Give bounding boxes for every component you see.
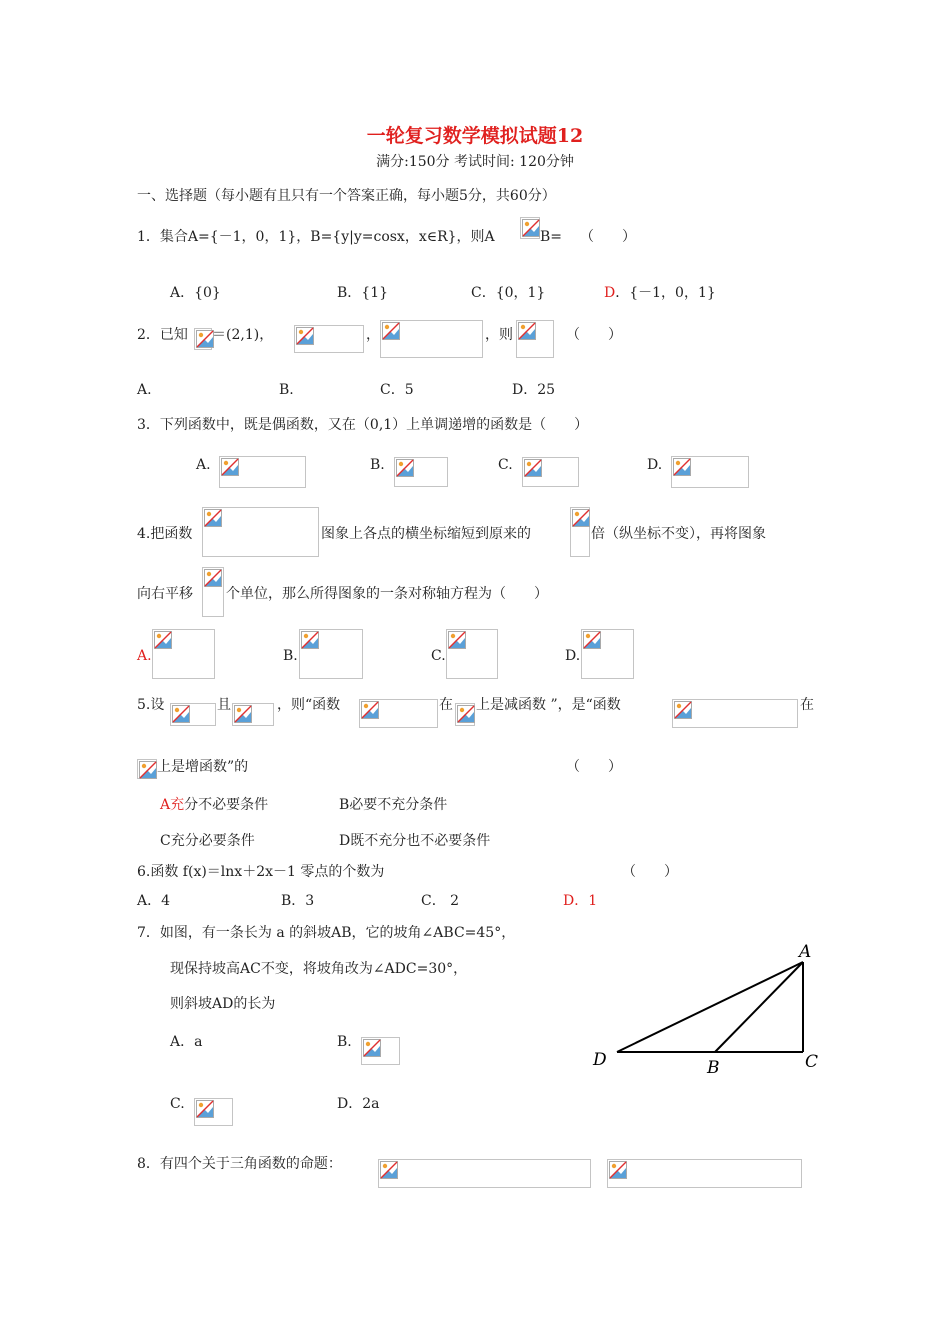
q4-option-a: A. xyxy=(137,648,152,664)
point-a-label: A xyxy=(799,942,812,962)
q4-line2-b: 个单位，那么所得图象的一条对称轴方程为（ ） xyxy=(226,586,548,602)
q7-option-b: B. xyxy=(337,1034,352,1050)
q2-comma: ， xyxy=(366,327,380,343)
q5-text-6: 在 xyxy=(800,697,814,713)
exam-info: 满分:150分 考试时间: 120分钟 xyxy=(376,154,574,170)
broken-image-icon xyxy=(583,631,601,649)
q4-stem: 4.把函数 xyxy=(137,526,193,542)
q4-option-d-image xyxy=(581,629,634,679)
q2-paren: （ ） xyxy=(566,327,622,343)
q2-vector-a-image xyxy=(194,328,212,350)
q2-stem-b: ＝(2,1)， xyxy=(212,327,274,343)
q5-line2: 上是增函数”的 xyxy=(157,759,249,775)
broken-image-icon xyxy=(296,327,314,345)
broken-image-icon xyxy=(396,459,414,477)
q8-stem: 8．有四个关于三角函数的命题： xyxy=(137,1156,342,1172)
broken-image-icon xyxy=(363,1039,381,1057)
q4-option-b-image xyxy=(299,629,363,679)
point-b-label: B xyxy=(707,1058,720,1078)
q1-option-b: B．{1} xyxy=(337,285,389,301)
q7-option-c-image xyxy=(194,1098,233,1126)
broken-image-icon xyxy=(361,701,379,719)
q5-text-4: 在 xyxy=(439,697,453,713)
q3-option-c-image xyxy=(522,457,579,487)
broken-image-icon xyxy=(674,701,692,719)
q7-line2: 现保持坡高AC不变，将坡角改为∠ADC=30°， xyxy=(170,961,468,977)
broken-image-icon xyxy=(172,705,190,723)
q7-line3: 则斜坡AD的长为 xyxy=(170,996,276,1012)
q2-condition-image-2 xyxy=(380,320,483,358)
q2-option-d: D．25 xyxy=(512,382,556,398)
q4-ratio-image xyxy=(570,507,590,557)
broken-image-icon xyxy=(673,458,691,476)
q2-stem: 2．已知 xyxy=(137,327,188,343)
q5-option-b: B必要不充分条件 xyxy=(339,797,448,813)
q3-option-d-image xyxy=(671,456,749,488)
q8-proposition-image-2 xyxy=(607,1159,802,1188)
broken-image-icon xyxy=(572,509,590,527)
broken-image-icon xyxy=(518,322,536,340)
broken-image-icon xyxy=(609,1161,627,1179)
broken-image-icon xyxy=(139,761,157,779)
q3-option-c: C. xyxy=(498,457,513,473)
q4-option-c-image xyxy=(446,629,498,679)
q3-option-d: D. xyxy=(647,457,663,473)
q5-condition-image-1 xyxy=(170,703,216,726)
q4-shift-image xyxy=(202,567,224,617)
q1-stem: 1．集合A={－1，0，1}，B={y|y=cosx，x∈R}，则A xyxy=(137,229,495,245)
point-d-label: D xyxy=(593,1050,607,1070)
q3-option-b: B. xyxy=(370,457,385,473)
q5-option-c: C充分必要条件 xyxy=(160,833,255,849)
q5-domain-image-2 xyxy=(137,759,157,779)
q5-option-a xyxy=(160,796,268,814)
q5-option-d: D既不充分也不必要条件 xyxy=(339,833,491,849)
broken-image-icon xyxy=(524,459,542,477)
broken-image-icon xyxy=(382,322,400,340)
q3-stem: 3．下列函数中，既是偶函数，又在（0,1）上单调递增的函数是（ ） xyxy=(137,417,589,433)
broken-image-icon xyxy=(234,705,252,723)
q1-option-d xyxy=(604,284,716,302)
q2-condition-image-1 xyxy=(294,325,364,353)
q4-option-c: C. xyxy=(431,648,446,664)
q7-option-a: A．a xyxy=(170,1034,203,1050)
slope-line-ad xyxy=(617,962,803,1052)
q1-option-a: A．{0} xyxy=(170,285,221,301)
q1-stem-b: B= xyxy=(540,229,563,245)
q2-option-a: A. xyxy=(137,382,152,398)
broken-image-icon xyxy=(457,705,475,723)
q4-line2: 向右平移 xyxy=(137,586,193,602)
q5-text-3: ，则“函数 xyxy=(277,697,341,713)
q3-option-b-image xyxy=(394,457,448,487)
q2-stem-c: ，则 xyxy=(485,327,513,343)
q4-option-d: D. xyxy=(565,648,581,664)
q5-text-5: 上是减函数 ”，是“函数 xyxy=(476,697,621,713)
q7-stem: 7．如图，有一条长为 a 的斜坡AB，它的坡角∠ABC=45°， xyxy=(137,925,516,941)
q6-stem: 6.函数 f(x)＝lnx＋2x－1 零点的个数为 xyxy=(137,864,385,880)
q5-stem: 5.设 xyxy=(137,697,165,713)
point-c-label: C xyxy=(805,1052,819,1072)
q2-option-c: C．5 xyxy=(380,382,414,398)
broken-image-icon xyxy=(221,458,239,476)
q4-option-b: B. xyxy=(283,648,298,664)
q5-function-image-1 xyxy=(359,699,438,728)
q5-option-a-text: 分不必要条件 xyxy=(184,797,269,813)
q5-paren: （ ） xyxy=(566,759,622,775)
q4-stem-c: 倍（纵坐标不变），再将图象 xyxy=(591,526,766,542)
q6-paren: （ ） xyxy=(622,864,678,880)
q6-option-b: B．3 xyxy=(281,893,315,909)
broken-image-icon xyxy=(448,631,466,649)
q2-option-b: B. xyxy=(279,382,294,398)
q1-symbol-image xyxy=(520,217,540,239)
q5-function-image-2 xyxy=(672,699,798,728)
q7-option-d: D．2a xyxy=(337,1096,380,1112)
q4-function-image xyxy=(202,507,319,557)
q5-condition-image-2 xyxy=(232,703,274,726)
q3-option-a: A. xyxy=(196,457,211,473)
q1-option-c: C．{0，1} xyxy=(471,285,546,301)
q4-option-a-image xyxy=(152,629,215,679)
broken-image-icon xyxy=(301,631,319,649)
q1-paren: （ ） xyxy=(580,229,636,245)
section-heading: 一、选择题（每小题有且只有一个答案正确，每小题5分，共60分） xyxy=(137,188,556,204)
broken-image-icon xyxy=(196,1100,214,1118)
q6-option-a: A．4 xyxy=(137,893,171,909)
broken-image-icon xyxy=(154,631,172,649)
slope-line-ab xyxy=(715,962,803,1052)
q6-option-c: C． 2 xyxy=(421,893,460,909)
q6-option-d: D．1 xyxy=(563,893,598,909)
q7-option-b-image xyxy=(361,1037,400,1065)
q5-answer-mark: A充 xyxy=(160,797,185,813)
q4-stem-b: 图象上各点的横坐标缩短到原来的 xyxy=(321,526,531,542)
broken-image-icon xyxy=(204,569,222,587)
q7-option-c: C. xyxy=(170,1096,185,1112)
q7-slope-diagram xyxy=(585,935,825,1080)
broken-image-icon xyxy=(204,509,222,527)
q3-option-a-image xyxy=(219,456,306,488)
q8-proposition-image-1 xyxy=(378,1159,591,1188)
broken-image-icon xyxy=(380,1161,398,1179)
q1-option-d-text: ．{－1，0，1} xyxy=(615,285,716,301)
broken-image-icon xyxy=(522,219,540,237)
page-title: 一轮复习数学模拟试题12 xyxy=(366,125,584,147)
q1-answer-letter: D xyxy=(604,285,616,301)
q5-domain-image xyxy=(455,703,475,726)
q2-target-image xyxy=(516,320,554,358)
q5-and: 且 xyxy=(217,697,231,713)
